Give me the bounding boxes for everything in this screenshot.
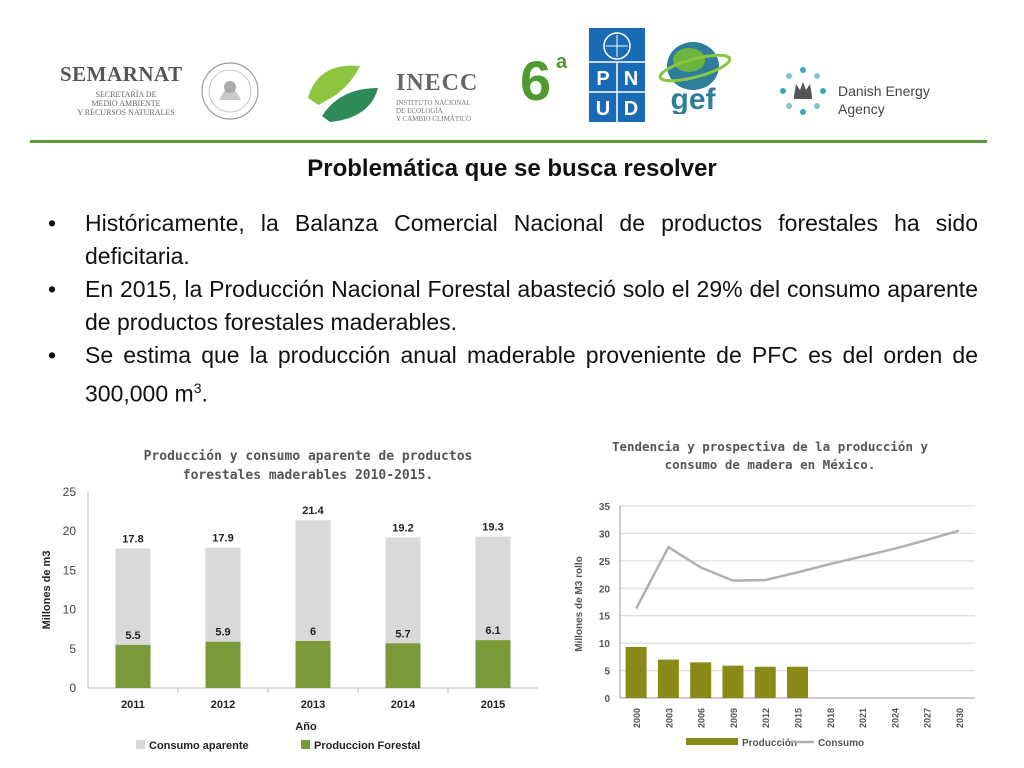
pnud-letter: U	[595, 98, 611, 120]
bullet-text: Se estima que la producción anual maderable proveniente de PFC es del orden de 300,000 m	[85, 342, 978, 407]
x-tick-label: 2021	[858, 708, 869, 729]
semarnat-subtitle: SECRETARÍA DE MEDIO AMBIENTE Y RECURSOS NATURALES	[77, 90, 175, 117]
pnud-letter: P	[596, 68, 610, 90]
legend-swatch-produccion	[686, 738, 738, 745]
y-tick-label: 10	[598, 639, 610, 651]
bullet-item	[48, 273, 978, 339]
bullet-suffix: .	[201, 380, 208, 407]
data-label-produccion: 6	[309, 625, 317, 638]
x-tick-label: 2013	[300, 699, 326, 711]
y-tick-label: 35	[598, 502, 610, 513]
data-label-produccion: 5.5	[125, 629, 141, 642]
bullet-item	[48, 207, 978, 273]
y-tick-label: 30	[598, 529, 610, 541]
y-tick-label: 5	[69, 641, 76, 656]
y-axis-title: Millones de M3 rollo	[574, 556, 585, 652]
inecc-leaf-icon	[300, 58, 384, 128]
x-tick-label: 2006	[696, 708, 707, 729]
y-tick-label: 15	[62, 563, 76, 578]
y-tick-label: 20	[598, 584, 610, 596]
data-label-consumo: 17.8	[122, 533, 144, 546]
gef-name: gef	[670, 83, 716, 114]
danish-energy-agency-icon	[774, 62, 832, 120]
bullet-symbol: •	[48, 210, 57, 236]
inecc-name: INECC	[396, 70, 479, 96]
bar-produccion	[658, 660, 679, 698]
sexta-logo	[518, 48, 576, 106]
x-tick-label: 2012	[210, 699, 236, 711]
y-tick-label: 0	[604, 694, 610, 705]
x-tick-label: 2003	[664, 708, 675, 729]
x-axis-title: Año	[295, 721, 317, 733]
sexta-digit: 6	[520, 49, 552, 106]
bullet-symbol: •	[48, 276, 57, 302]
bar-produccion	[626, 647, 647, 698]
mexico-seal-icon	[194, 60, 266, 122]
x-tick-label: 2030	[954, 708, 965, 729]
y-tick-label: 20	[62, 524, 76, 539]
legend-label-consumo: Consumo aparente	[149, 740, 249, 752]
y-tick-label: 0	[69, 681, 76, 695]
y-tick-label: 15	[598, 611, 610, 623]
line-consumo	[636, 531, 959, 609]
bullet-list	[48, 207, 978, 411]
bar-produccion	[722, 666, 743, 698]
chart-title: forestales maderables 2010-2015.	[182, 468, 434, 483]
data-label-consumo: 19.3	[482, 521, 504, 534]
bar-produccion	[787, 667, 808, 698]
pnud-letter: D	[623, 98, 639, 120]
header-divider	[30, 140, 987, 143]
legend-label-produccion: Produccion Forestal	[314, 740, 421, 752]
x-tick-label: 2012	[761, 708, 772, 729]
x-tick-label: 2015	[480, 699, 506, 711]
pnud-logo	[589, 28, 645, 122]
legend-swatch-consumo	[136, 740, 145, 749]
chart-tendencia-prospectiva	[568, 432, 988, 762]
pnud-letter: N	[623, 68, 639, 90]
bullet-text: Históricamente, la Balanza Comercial Nacional de productos forestales ha sido deficitaria.	[85, 210, 978, 269]
bar-produccion	[476, 640, 511, 688]
x-tick-label: 2015	[793, 708, 804, 729]
data-label-produccion: 5.9	[215, 626, 231, 639]
semarnat-name: SEMARNAT	[60, 62, 183, 86]
bar-produccion	[386, 643, 421, 688]
bar-produccion	[116, 645, 151, 688]
chart-produccion-consumo	[38, 440, 550, 760]
data-label-consumo: 19.2	[392, 522, 414, 535]
sexta-superscript: a	[556, 51, 568, 73]
semarnat-logo	[60, 62, 192, 117]
x-tick-label: 2018	[825, 708, 836, 729]
y-tick-label: 5	[604, 666, 610, 678]
bullet-superscript: 3	[193, 380, 202, 396]
bar-produccion	[206, 642, 241, 688]
danish-line2: Agency	[838, 101, 885, 117]
x-tick-label: 2000	[632, 708, 643, 729]
data-label-produccion: 5.7	[395, 628, 411, 641]
bullet-item	[48, 339, 978, 411]
x-tick-label: 2024	[890, 708, 901, 729]
y-tick-label: 25	[62, 485, 76, 499]
bullet-text: En 2015, la Producción Nacional Forestal abasteció solo el 29% del consumo aparente de productos forestales maderables.	[85, 276, 978, 335]
legend-swatch-produccion	[301, 740, 310, 749]
chart-title: Producción y consumo aparente de productos	[143, 449, 473, 464]
x-tick-label: 2011	[121, 699, 145, 711]
gef-logo	[655, 34, 731, 114]
chart-title: Tendencia y prospectiva de la producción y	[611, 439, 929, 454]
data-label-produccion: 6.1	[485, 625, 501, 638]
x-tick-label: 2027	[922, 708, 933, 729]
danish-energy-agency-name	[838, 82, 930, 118]
y-tick-label: 10	[62, 602, 76, 617]
bar-produccion	[296, 641, 331, 688]
data-label-consumo: 17.9	[212, 532, 234, 545]
legend-label-produccion: Producción	[742, 738, 798, 749]
x-tick-label: 2014	[390, 699, 416, 711]
y-axis-title: Millones de m3	[41, 550, 53, 630]
logo-bar	[0, 0, 1024, 140]
legend-label-consumo: Consumo	[818, 738, 865, 749]
data-label-consumo: 21.4	[302, 505, 324, 518]
bar-produccion	[755, 667, 776, 698]
inecc-logo	[396, 70, 496, 123]
page-title: Problemática que se busca resolver	[307, 155, 717, 182]
danish-line1: Danish Energy	[838, 83, 930, 99]
x-tick-label: 2009	[728, 708, 739, 729]
inecc-subtitle: INSTITUTO NACIONAL DE ECOLOGÍA Y CAMBIO CLIMÁTICO	[396, 99, 472, 123]
bullet-symbol: •	[48, 342, 57, 368]
chart-title: consumo de madera en México.	[664, 457, 876, 472]
bar-produccion	[690, 662, 711, 698]
y-tick-label: 25	[598, 556, 610, 568]
